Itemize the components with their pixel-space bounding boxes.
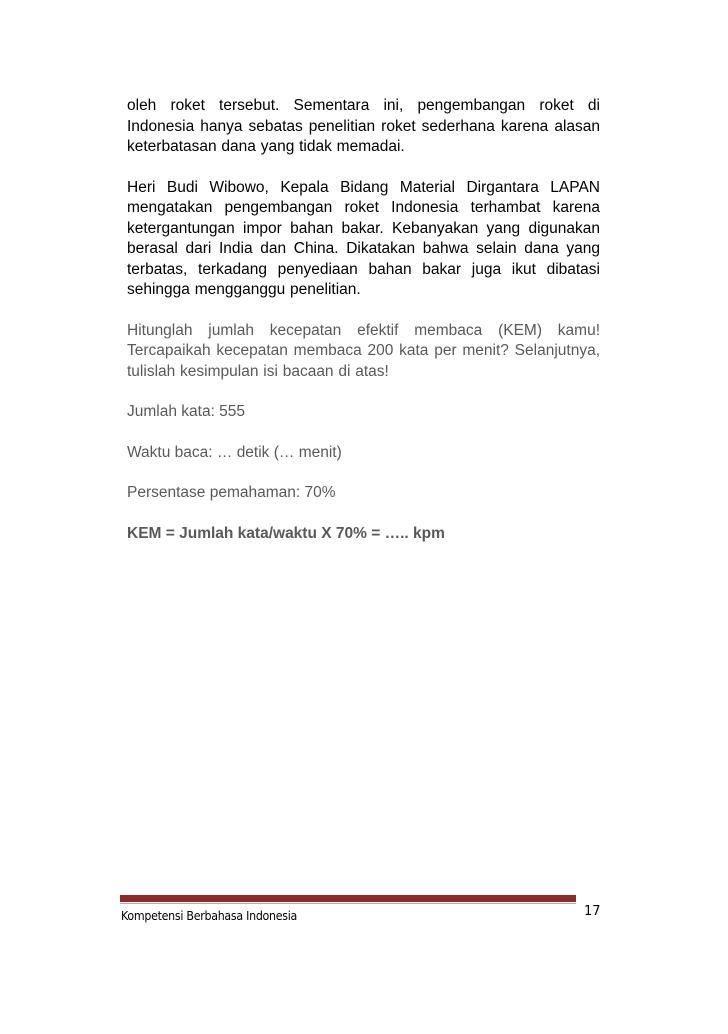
body-paragraph-1: oleh roket tersebut. Sementara ini, pengembangan roket di Indonesia hanya sebatas penelitian roket sederhana karena alasan keterbatasan dana yang tidak memadai.: [127, 97, 600, 155]
page-content: [127, 96, 600, 544]
reading-time-line: Waktu baca: … detik (… menit): [127, 443, 342, 461]
comprehension-line: Persentase pemahaman: 70%: [127, 484, 336, 501]
footer-rule-shadow: [120, 903, 576, 904]
word-count-line: Jumlah kata: 555: [127, 403, 246, 420]
footer-rule: [120, 895, 576, 902]
body-paragraph-2: Heri Budi Wibowo, Kepala Bidang Material Dirgantara LAPAN mengatakan pengembangan roket Indonesia terhambat karena ketergantungan impor bahan bakar. Kebanyakan yang digunakan berasal dari India dan China. Dikatakan bahwa selain dana yang terbatas, terkadang penyediaan bahan bakar juga ikut dibatasi sehingga mengganggu penelitian.: [127, 178, 600, 298]
page-number: 17: [584, 904, 601, 919]
exercise-instruction: Hitunglah jumlah kecepatan efektif membaca (KEM) kamu! Tercapaikah kecepatan membaca 200 kata per menit? Selanjutnya, tulislah kesimpulan isi bacaan di atas!: [127, 321, 600, 380]
footer-title: Kompetensi Berbahasa Indonesia: [121, 909, 298, 923]
kem-formula: KEM = Jumlah kata/waktu X 70% = ….. kpm: [127, 524, 445, 542]
